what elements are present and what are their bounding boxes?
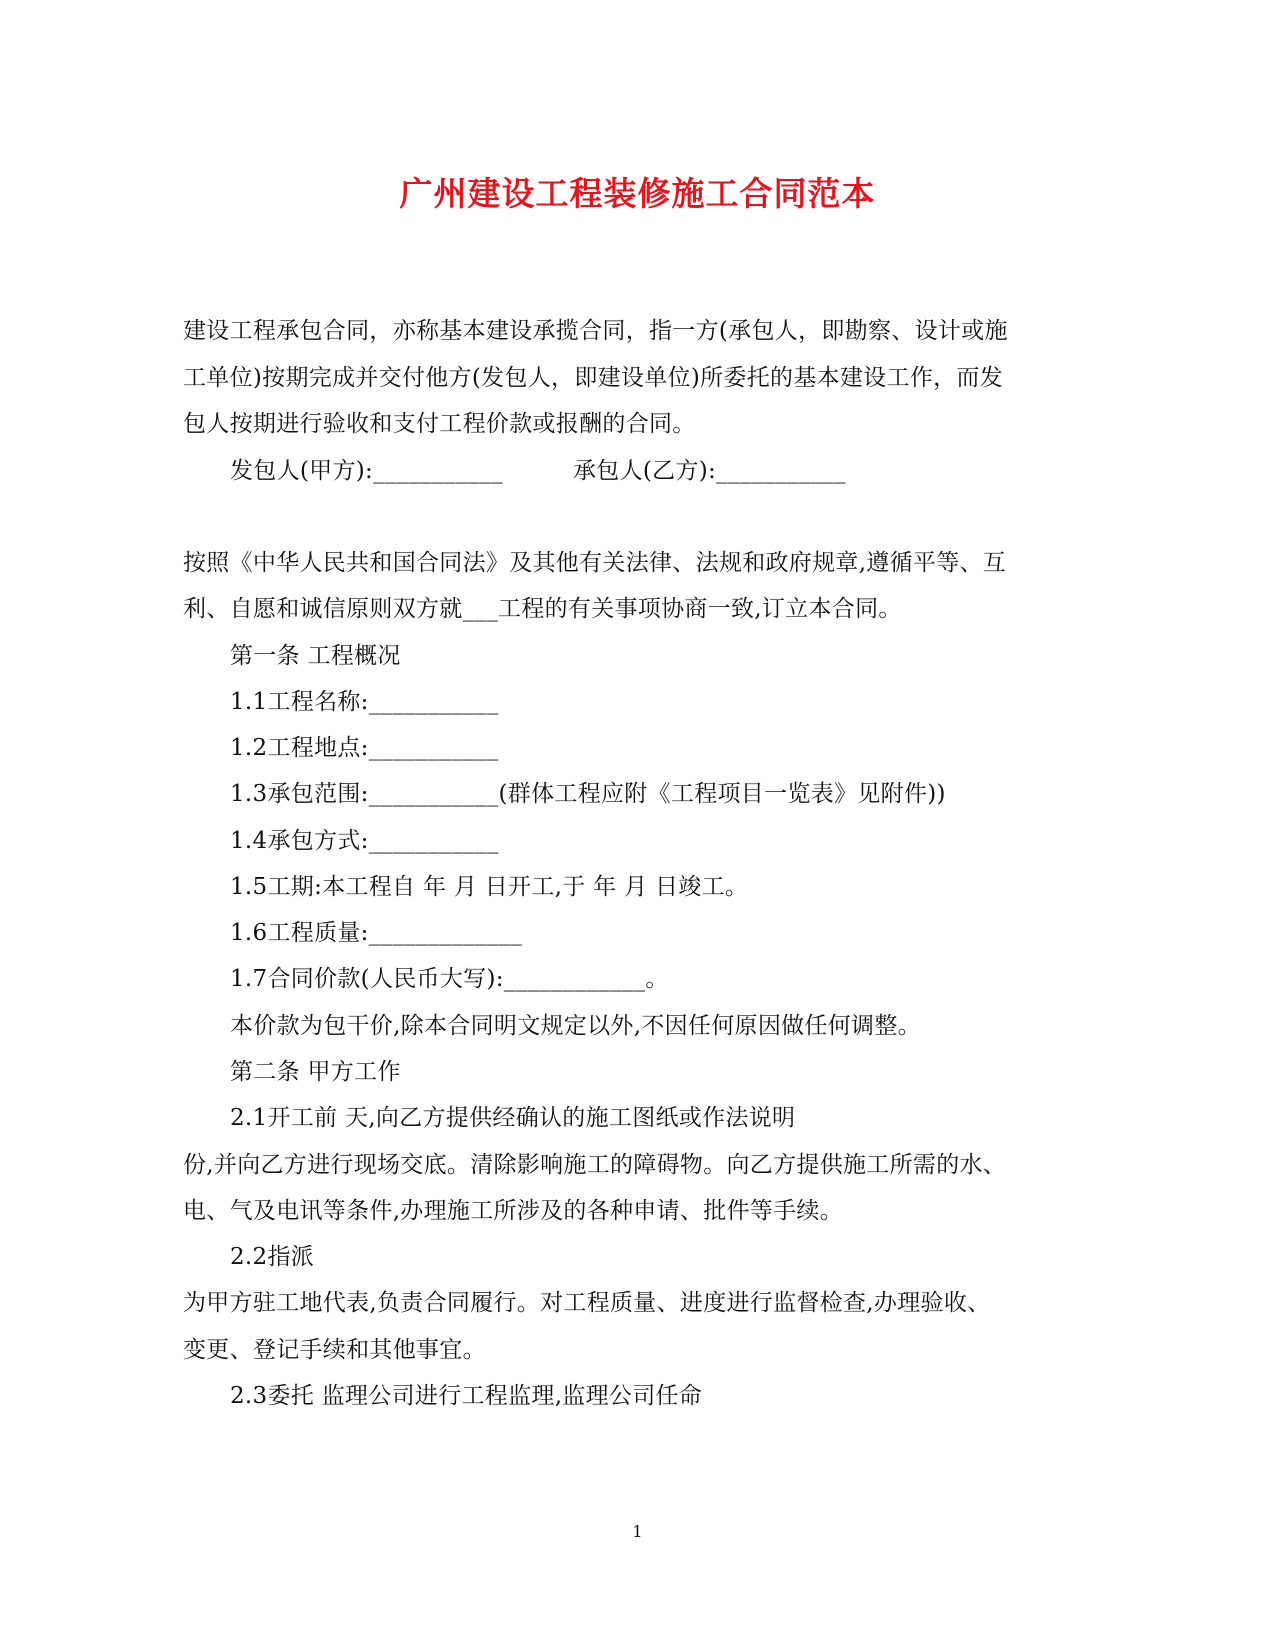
clause-line: 1.7合同价款(人民币大写):____________。	[230, 966, 669, 992]
party-a-line: 发包人(甲方):___________	[230, 458, 503, 484]
article-heading: 第一条 工程概况	[230, 643, 401, 669]
clause-line: 本价款为包干价,除本合同明文规定以外,不因任何原因做任何调整。	[230, 1013, 921, 1039]
paragraph-line: 变更、登记手续和其他事宜。	[183, 1337, 486, 1363]
article-heading: 第二条 甲方工作	[230, 1059, 401, 1085]
clause-line: 1.4承包方式:___________	[230, 828, 499, 854]
paragraph-line: 为甲方驻工地代表,负责合同履行。对工程质量、进度进行监督检查,办理验收、	[183, 1290, 991, 1316]
clause-line: 1.5工期:本工程自 年 月 日开工,于 年 月 日竣工。	[230, 874, 749, 900]
page-number: 1	[632, 1522, 643, 1541]
clause-line: 1.3承包范围:___________(群体工程应附《工程项目一览表》见附件))	[230, 781, 946, 807]
paragraph-line: 按照《中华人民共和国合同法》及其他有关法律、法规和政府规章,遵循平等、互	[183, 550, 1007, 576]
clause-line: 1.2工程地点:___________	[230, 735, 499, 761]
paragraph-line: 建设工程承包合同，亦称基本建设承揽合同，指一方(承包人，即勘察、设计或施	[183, 318, 1008, 344]
clause-line: 1.6工程质量:_____________	[230, 920, 523, 946]
clause-line: 1.1工程名称:___________	[230, 689, 499, 715]
party-b-line: 承包人(乙方):___________	[573, 458, 846, 484]
paragraph-line: 利、自愿和诚信原则双方就___工程的有关事项协商一致,订立本合同。	[183, 596, 902, 622]
clause-line: 2.1开工前 天,向乙方提供经确认的施工图纸或作法说明	[230, 1105, 796, 1131]
document-title: 广州建设工程装修施工合同范本	[399, 174, 876, 213]
paragraph-line: 工单位)按期完成并交付他方(发包人，即建设单位)所委托的基本建设工作，而发	[183, 365, 1004, 391]
clause-line: 2.2指派	[230, 1244, 315, 1270]
paragraph-line: 电、气及电讯等条件,办理施工所涉及的各种申请、批件等手续。	[183, 1198, 844, 1224]
clause-line: 2.3委托 监理公司进行工程监理,监理公司任命	[230, 1383, 703, 1409]
paragraph-line: 包人按期进行验收和支付工程价款或报酬的合同。	[183, 411, 696, 437]
paragraph-line: 份,并向乙方进行现场交底。清除影响施工的障碍物。向乙方提供施工所需的水、	[183, 1152, 1007, 1178]
